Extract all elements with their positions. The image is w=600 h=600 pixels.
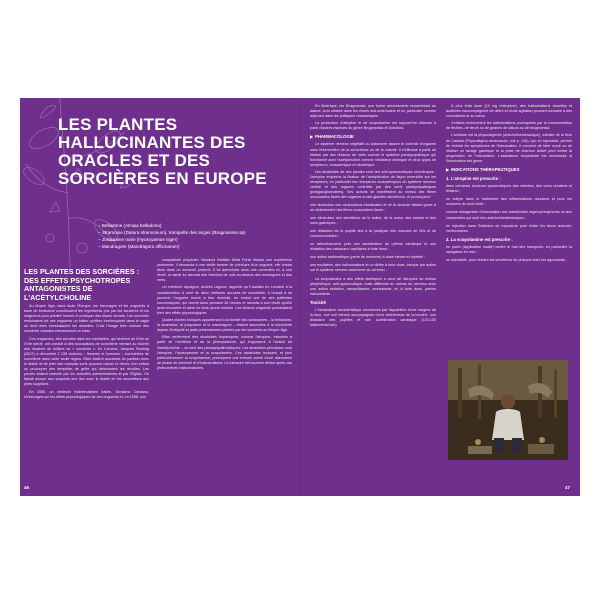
page-title: LES PLANTES HALLUCINANTES DES ORACLES ET DES SORCIÈRES EN EUROPE xyxy=(58,115,267,188)
atropine-uses-list xyxy=(446,184,572,234)
book-spread xyxy=(20,98,580,496)
effect-item: une dilatation de la pupille due à la paralysie des muscles de l'iris et de l'accommodation ; xyxy=(310,228,436,238)
paragraph: La production d'atropine et de scopolamine est aujourd'hui obtenue à partir d'autres espèces du genre Brugmansia et Duboisia. xyxy=(310,121,436,131)
paragraph: L'antidote est la physostigmine (anticholinestérasique), extraite de la fève de Calabar (Physostigma venenosum, voir p. 140), qui, en injectable, permet de réduire les symptômes de l'intoxication. Il convient de faire vomir ou de réaliser un lavage gastrique et la prise de charbon activé peut limiter la progression de l'intoxication. L'assistance respiratoire est nécessaire si l'intoxication est grave. xyxy=(446,133,572,163)
triangle-bullet-icon: ▶ xyxy=(446,167,450,173)
effect-item: une diminution des sécrétions de la salive, de la sueur, des larmes et des sucs gastriques ; xyxy=(310,215,436,225)
paragraph: Quatre plantes toxiques appartenant à la famille des solanacées – la belladone, la stramoine, la jusquiame et la mandragore – étaient associées à la sorcellerie depuis l'Antiquité et jadis prétendument prisées par les sorcières au Moyen Âge. xyxy=(157,318,292,333)
paragraph: Le système nerveux végétatif ou autonome assure le contrôle d'organes sans l'intervention de la conscience ou de la volonté. Il s'effectue à partir du réseau par des réseaux de nerfs comme le système parasympathique qui fonctionne avec l'acétylcholine comme médiateur chimique et deux types de récepteurs, muscarinique et nicotinique. xyxy=(310,142,436,167)
paragraph: Au Moyen Âge, dans toute l'Europe, les breuvages et les onguents à base de belladone constituaient les ingrédients pris par les sorcières et les magiciens pour prédire l'avenir et pratiquer des rituels secrets. Les sorcières enduisaient de ces onguents un bâton qu'elles s'enfonçaient dans le vagin ou dont elles s'enduisaient les aisselles. C'est l'image bien connue des sorcières volantes chevauchant un balai. xyxy=(24,304,149,334)
effects-list xyxy=(310,203,436,274)
indications-heading xyxy=(446,167,572,173)
pharmacology-title: PHARMACOLOGIE xyxy=(315,134,354,140)
effect-item: une diminution des contractions intestinales et de la vésicule biliaire grâce à un relâchement des fibres musculaires lisses ; xyxy=(310,202,436,212)
use-item: en collyre dans le traitement des inflammations oculaires et pour les examens du fond d'œil ; xyxy=(446,197,572,207)
effect-item: une action antiémétique (perte de mémoire) à dose élevée et répétée ; xyxy=(310,255,426,260)
paragraph: À plus forte dose (10 mg d'atropine), des hallucinations visuelles et auditives s'accompagnent de délire et d'une agitation pouvant conduire à des convulsions et au coma. xyxy=(446,104,572,119)
text-column-right-b xyxy=(446,104,572,266)
use-item: en injection dans l'infarctus du myocarde pour éviter les blocs auriculo-ventriculaires. xyxy=(446,223,572,233)
use-item: en injectable, pour réduire les sécrétions du pharynx chez les agonisants. xyxy=(446,257,566,262)
paragraph: Elles renferment des alcaloïdes tropaniques, comme l'atropine, élaborés à partir de l'ornithine et de la phénylalanine, qui s'opposent à l'action de l'acétylcholine – ce sont des parasympatholytiques. Les alcaloïdes principaux sont l'atropine, l'hyoscyamine et la scopolamine. Ces alcaloïdes toxiques, et plus particulièrement la scopolamine, provoquent une ivresse suivie d'une alternance de phase de sommeil et d'hallucinations. La mémoire fait souvent défaut après ces phénomènes hallucinatoires. xyxy=(157,335,292,370)
paragraph: La scopolamine a des effets identiques à ceux de l'atropine au niveau périphérique, anti-spasmodique, mais différents au niveau du cerveau avec une action sédative, tranquillisante, amnésiante, et, à forte dose, parfois hallucinante. xyxy=(310,276,436,296)
plant-item: – Mandragore (Mandragora officinarum) xyxy=(98,243,298,250)
use-item: dans certaines douleurs spasmodiques des intestins, des voies urinaires et biliaires ; xyxy=(446,184,572,194)
use-item: en patch (application locale) contre le mal des transports, en particulier la navigation en mer ; xyxy=(446,244,572,254)
pharmacology-heading xyxy=(310,134,436,140)
paragraph: En Amérique, les Brugmansia, une forme arborescente ressemblant au datura, sont utilisés dans les rituels sud-américains et en particulier comme adjuvant dans les pratiques chamaniques. xyxy=(310,104,436,119)
section-heading: LES PLANTES DES SORCIÈRES : DES EFFETS PSYCHOTROPES ANTAGONISTES DE L'ACÉTYLCHOLINE xyxy=(24,267,140,302)
right-page xyxy=(300,98,580,496)
ritual-photo xyxy=(448,360,568,460)
paragraph: En 1550, un médecin mathématicien italien, Girolamo Cardano, s'interrogea sur les effets physiologiques de ces onguents et, en 1558, son xyxy=(24,389,149,399)
paragraph: L'intoxication caractéristique commence par l'apparition d'une rougeur de la face, une soif intense accompagnée d'une sécheresse de la bouche, une dilatation des pupilles et une accélération cardiaque (120-150 battements/min). xyxy=(310,307,436,328)
triangle-bullet-icon: ▶ xyxy=(310,134,314,140)
scopolamine-subheading: 2. La scopolamine est prescrite : xyxy=(446,236,513,242)
indications-title: INDICATIONS THÉRAPEUTIQUES xyxy=(451,167,520,173)
paragraph: compatriote physicien Giovanni Battista Della Porta réalisa une expérience pertinente. Il demanda à une vieille femme de s'enduire d'un onguent, elle tomba alors dans un sommeil profond. Il lui administra alors une correction et, à son réveil, la dame lui raconta des histoires de vols au-dessus des montagnes et des mers. xyxy=(157,258,292,283)
plant-list xyxy=(98,222,298,250)
plant-item: – Belladone (Atropa belladona) xyxy=(98,222,298,229)
paragraph: Certains recherchent les hallucinations provoquées par la consommation de feuilles, de fleurs ou de graines de datura ou de brugmansia. xyxy=(446,121,572,131)
left-page xyxy=(20,98,300,496)
text-column-right-a xyxy=(310,104,436,330)
paragraph: Les alcaloïdes de ces plantes sont des anti-spasmodiques neurotropes : l'atropine empêche la fixation de l'acétylcholine de façon réversible sur les récepteurs, en particulier les récepteurs muscariniques du système nerveux central et des organes contrôlés par des nerfs parasympathiques (postganglionnaires). Ses actions se manifestent au niveau des fibres musculaires lisses des organes et des glandes sécrétrices, et provoquent : xyxy=(310,169,436,200)
text-column-left-a xyxy=(24,304,149,402)
use-item: comme antagoniste d'intoxication aux insecticides organophosphorés ou aux carbamates qui sont des anticholinestérasiques ; xyxy=(446,210,572,220)
toxicity-heading: Toxicité xyxy=(310,299,326,305)
page-number: 47 xyxy=(564,485,570,490)
paragraph: Ces croyances, très ancrées dans les mentalités, qui sévirent du XIVe au XVIe siècle, ont conduit à des accusations de sorcellerie menant au bûcher des dizaines de milliers de « sorcières ». En Lorraine, Jacques Roehrig (2007) a dénombré 2 228 victimes – femmes et hommes – incriminées de sorcellerie dans cette seule région. Elles étaient accusées de pactiser avec le diable et de jeter des mauvais sorts pouvant causer le décès d'un enfant ou provoquer des tempêtes de grêle qui détruisaient les récoltes. Les procès étaient instruits par les autorités administratives et par l'Église. On faisait avouer aux suspects leur lien avec le diable en les soumettant aux pires supplices. xyxy=(24,336,149,387)
plant-item: – Jusquiame noire (Hyoscyamus niger) xyxy=(98,236,298,243)
text-column-left-b xyxy=(157,258,292,373)
effect-item: un ralentissement, puis une accélération du rythme cardiaque et une dilatation des vaisseaux capillaires à forte dose ; xyxy=(310,242,436,252)
page-number: 46 xyxy=(24,485,30,490)
ritual-photo-image xyxy=(448,360,568,460)
effect-item: une excitation, des hallucinations et un délire à forte dose, toxique par action sur le système nerveux autonome du cerveau ; xyxy=(310,263,436,273)
paragraph: Un médecin espagnol, Andrés Laguna, rapporte qu'il assista en Lorraine à la condamnation à mort de deux vieillards accusés de sorcellerie. Il réussit à se procurer l'onguent trouvé à leur domicile, en enduit une de ses patientes insomniaques, qui dormit alors pendant 36 heures et raconta à son réveil qu'elle avait rencontré et aimé un beau jeune homme. Les fameux onguents possédaient bien des effets physiologiques. xyxy=(157,285,292,315)
plant-item: – Stramoine (Datura stramonium), trompette des anges (Brugmansia sp) xyxy=(98,229,298,236)
atropine-subheading: 1. L'atropine est prescrite : xyxy=(446,176,501,182)
scopolamine-uses-list xyxy=(446,245,572,263)
book-gutter xyxy=(299,98,301,496)
